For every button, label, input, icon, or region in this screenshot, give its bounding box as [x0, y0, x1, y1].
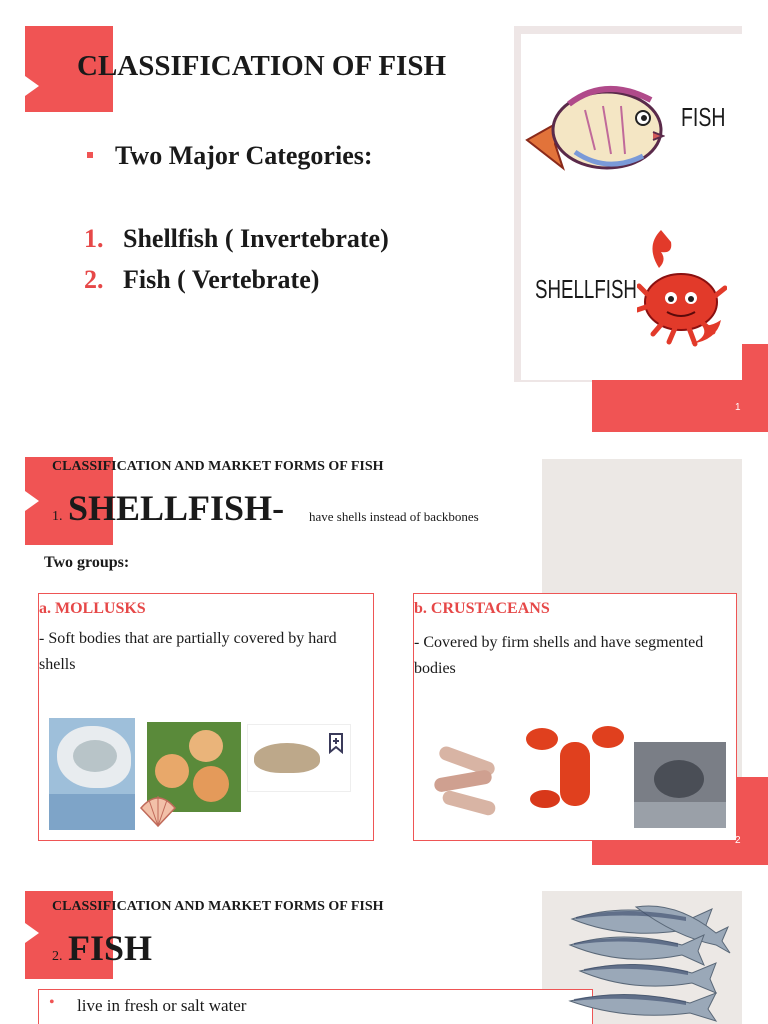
- slide-1: [0, 0, 768, 436]
- bullet-text: Two Major Categories:: [115, 141, 373, 170]
- page-number: 2: [735, 835, 741, 846]
- section-title: SHELLFISH-: [68, 488, 285, 528]
- fish-bullet-text: live in fresh or salt water: [77, 996, 247, 1015]
- shrimp-photo: [428, 740, 512, 824]
- shellfish-label: SHELLFISH: [535, 274, 637, 304]
- fish-illustration: [525, 70, 665, 180]
- section-title: FISH: [68, 928, 153, 968]
- section-subtitle: have shells instead of backbones: [309, 509, 479, 524]
- mollusks-title: a. MOLLUSKS: [39, 600, 146, 617]
- bullet-marker: [87, 152, 93, 158]
- accent-notch: [25, 491, 39, 511]
- fish-box: [38, 989, 593, 1024]
- slide-3: [0, 883, 768, 1024]
- accent-notch: [25, 923, 39, 943]
- oyster-photo: [49, 718, 135, 830]
- bookmark-icon[interactable]: [327, 732, 345, 754]
- mollusks-description: - Soft bodies that are partially covered by hard shells: [39, 630, 337, 673]
- lobster-photo: [518, 720, 630, 828]
- mollusks-box: [38, 593, 374, 841]
- list-number-2: 2.: [84, 265, 104, 294]
- mackerel-fish-photo: [566, 897, 736, 1023]
- slide-2: [0, 445, 768, 871]
- scallop-shell-icon: [139, 794, 177, 828]
- section-number: 1.: [52, 509, 63, 524]
- crab-illustration: [637, 224, 727, 364]
- groups-label: Two groups:: [44, 554, 130, 571]
- section-number: 2.: [52, 949, 63, 964]
- slide-header: CLASSIFICATION AND MARKET FORMS OF FISH: [52, 899, 384, 914]
- list-number-1: 1.: [84, 224, 104, 253]
- image-panel: [521, 34, 742, 380]
- accent-notch: [25, 76, 39, 96]
- bullet-marker: •: [49, 994, 55, 1011]
- slide-title: CLASSIFICATION OF FISH: [77, 50, 447, 82]
- crab-photo: [634, 742, 726, 828]
- page-number: 1: [735, 402, 741, 413]
- crustaceans-title: b. CRUSTACEANS: [414, 600, 550, 617]
- list-item-1: Shellfish ( Invertebrate): [123, 224, 389, 253]
- list-item-2: Fish ( Vertebrate): [123, 265, 320, 294]
- crustaceans-description: - Covered by firm shells and have segmented bodies: [414, 634, 704, 677]
- crustaceans-box: [413, 593, 737, 841]
- fish-label: FISH: [681, 102, 726, 132]
- slide-header: CLASSIFICATION AND MARKET FORMS OF FISH: [52, 459, 384, 474]
